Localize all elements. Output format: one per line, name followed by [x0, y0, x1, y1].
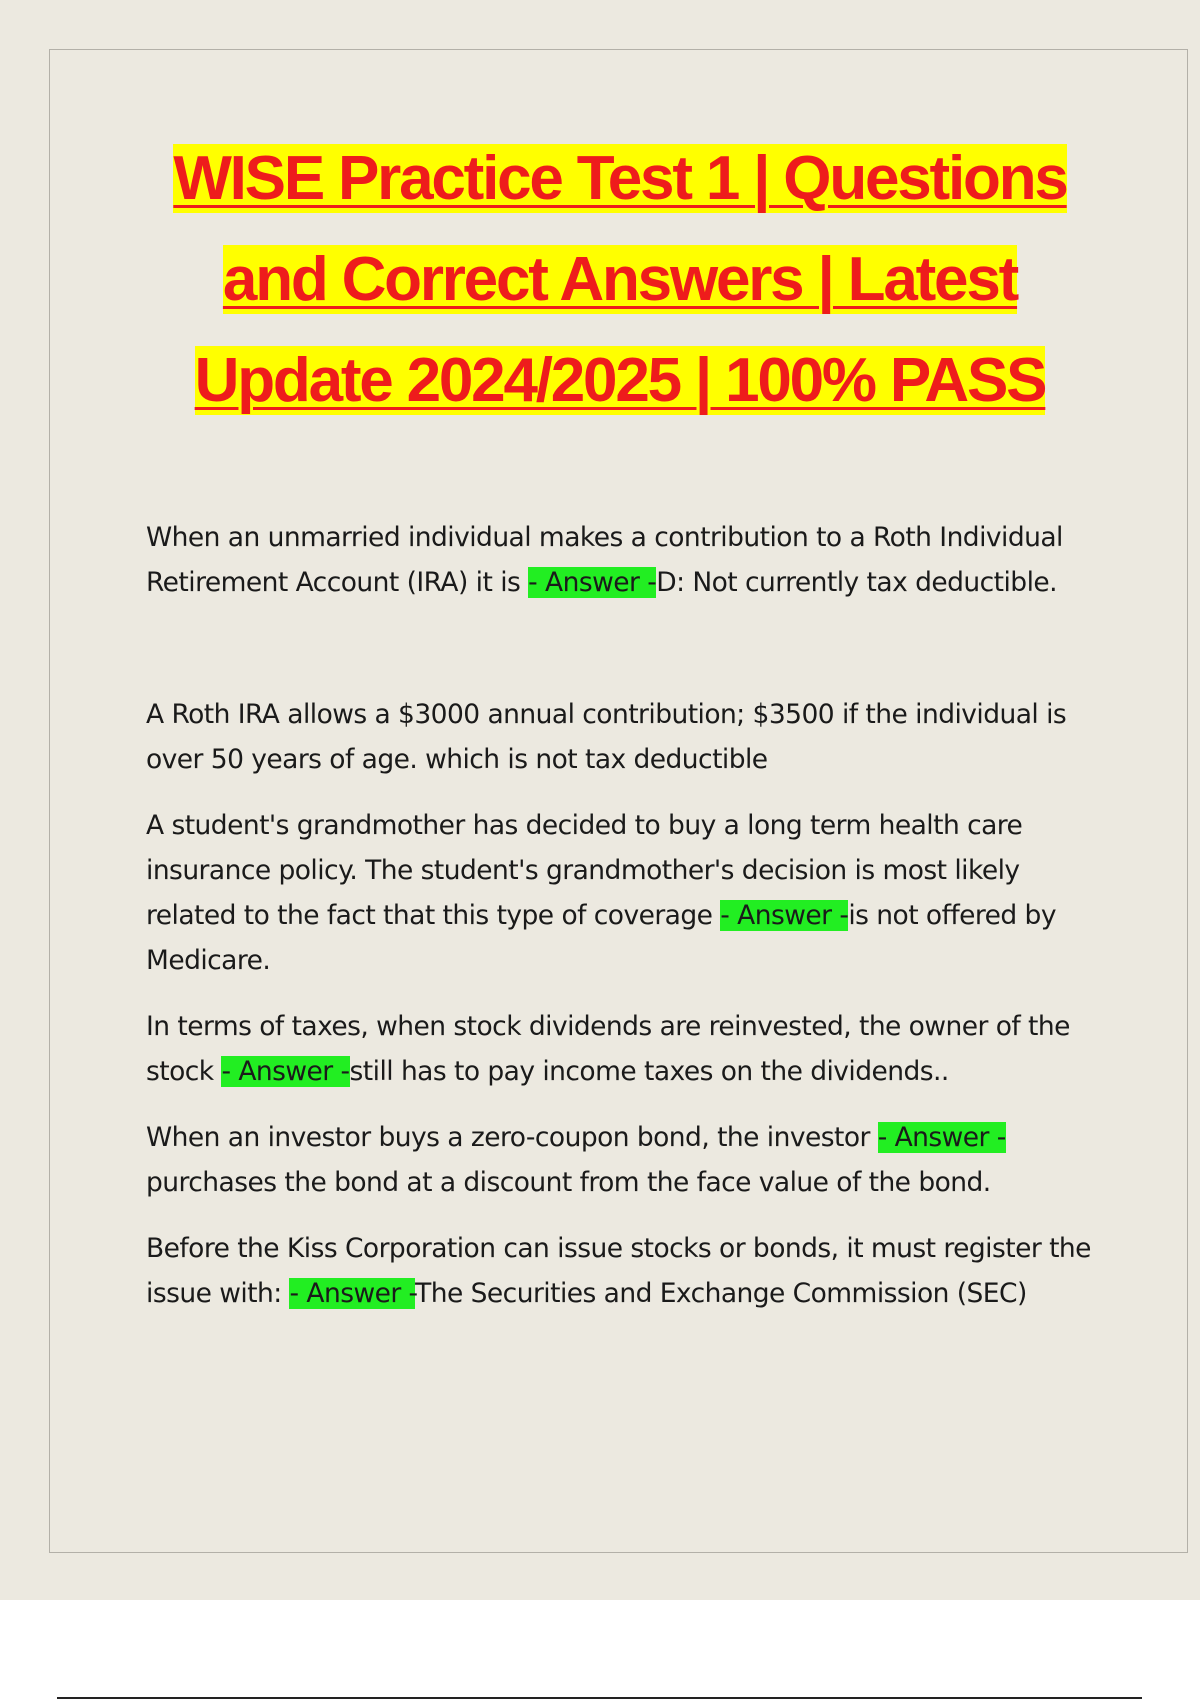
answer-tag: - Answer - [528, 567, 657, 598]
title-line-1: WISE Practice Test 1 | Questions [173, 144, 1067, 213]
qa-item [146, 803, 1111, 983]
document-title [100, 128, 1140, 431]
answer-tag: - Answer - [720, 900, 849, 931]
question-text: When an investor buys a zero-coupon bond, the investor [146, 1122, 878, 1153]
qa-item [146, 1115, 1111, 1205]
qa-item [146, 515, 1111, 605]
qa-list [146, 515, 1111, 1337]
footer-divider [57, 1697, 1142, 1699]
answer-text: D: Not currently tax deductible. [656, 567, 1058, 598]
answer-text: is not offered by Medicare. [146, 900, 1056, 976]
question-text: In terms of taxes, when stock dividends are reinvested, the owner of the stock [146, 1011, 1070, 1087]
title-line-3: Update 2024/2025 | 100% PASS [194, 346, 1046, 415]
answer-text: still has to pay income taxes on the dividends.. [349, 1056, 949, 1087]
question-text: Before the Kiss Corporation can issue stocks or bonds, it must register the issue with: [146, 1233, 1091, 1309]
note-paragraph [146, 692, 1111, 782]
answer-tag: - Answer - [221, 1056, 350, 1087]
note-text: A Roth IRA allows a $3000 annual contribution; $3500 if the individual is over 50 years of age. which is not tax deductible [146, 699, 1067, 775]
question-text: A student's grandmother has decided to buy a long term health care insurance policy. The student's grandmother's decision is most likely related to the fact that this type of coverage [146, 810, 1023, 931]
qa-item [146, 1004, 1111, 1094]
question-text: When an unmarried individual makes a contribution to a Roth Individual Retirement Account (IRA) it is [146, 522, 1063, 598]
answer-tag: - Answer - [289, 1278, 416, 1309]
answer-text: purchases the bond at a discount from the face value of the bond. [146, 1167, 991, 1198]
title-line-2: and Correct Answers | Latest [222, 245, 1018, 314]
answer-text: The Securities and Exchange Commission (SEC) [415, 1278, 1027, 1309]
qa-item [146, 1226, 1111, 1316]
answer-tag: - Answer - [877, 1122, 1006, 1153]
